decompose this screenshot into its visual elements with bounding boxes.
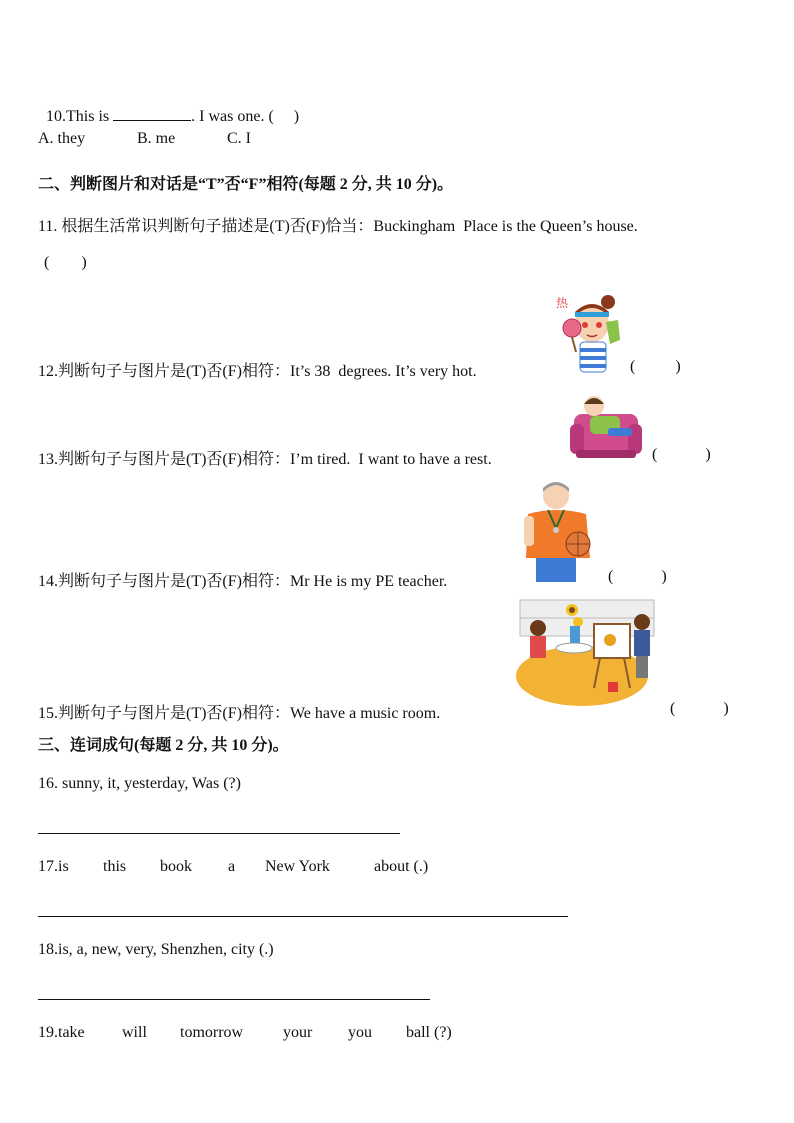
- pe-teacher-picture: [520, 478, 598, 584]
- q18-text: 18.is, a, new, very, Shenzhen, city (.): [38, 941, 274, 958]
- q15-answer-paren[interactable]: ( ): [670, 700, 729, 717]
- q17-word-5: New York: [265, 858, 330, 875]
- q10-option-c[interactable]: C. I: [227, 130, 251, 147]
- q11-text: 11. 根据生活常识判断句子描述是(T)否(F)恰当：Buckingham Place is the Queen’s house.: [38, 218, 638, 235]
- q10-paren-close: ): [293, 108, 300, 125]
- q10-stem: [38, 88, 299, 126]
- q18-answer-line[interactable]: [38, 999, 430, 1000]
- q10-stem-pre: 10.This is: [46, 108, 114, 125]
- q10-stem-post: . I was one. (: [191, 108, 274, 125]
- q19-word-2: will: [122, 1024, 147, 1041]
- q13-answer-paren[interactable]: ( ): [652, 446, 711, 463]
- q19-word-4: your: [283, 1024, 313, 1041]
- hair-bun: [601, 295, 615, 309]
- pe-teacher-illustration: [520, 478, 598, 584]
- q17-answer-line[interactable]: [38, 916, 568, 917]
- q14-answer-paren[interactable]: ( ): [608, 568, 667, 585]
- q17-word-6: about (.): [374, 858, 429, 875]
- girl-dress: [530, 636, 546, 658]
- q12-text: 12.判断句子与图片是(T)否(F)相符：It’s 38 degrees. It’s very hot.: [38, 363, 477, 380]
- q16-answer-line[interactable]: [38, 833, 400, 834]
- headband: [575, 312, 609, 317]
- q10-blank[interactable]: [113, 106, 191, 121]
- girl-head: [530, 620, 546, 636]
- q15-text: 15.判断句子与图片是(T)否(F)相符：We have a music room.: [38, 705, 441, 722]
- boy-painter-shirt: [634, 630, 650, 656]
- art-room-illustration: [514, 596, 664, 714]
- table: [556, 643, 592, 653]
- boy-painter-head: [634, 614, 650, 630]
- q10-option-a[interactable]: A. they: [38, 130, 86, 147]
- paint-bucket: [608, 682, 618, 692]
- hot-label: 热: [556, 296, 569, 310]
- q17-word-3: book: [160, 858, 192, 875]
- q11-answer-paren[interactable]: ( ): [44, 254, 87, 271]
- q19-word-5: you: [348, 1024, 372, 1041]
- hot-girl-illustration: [554, 292, 624, 374]
- q13-text: 13.判断句子与图片是(T)否(F)相符：I’m tired. I want to have a rest.: [38, 451, 492, 468]
- q10-option-b[interactable]: B. me: [137, 130, 176, 147]
- whistle: [553, 527, 559, 533]
- tired-boy-illustration: [568, 392, 644, 462]
- q17-word-1: 17.is: [38, 858, 69, 875]
- tired-armchair-picture: [568, 392, 644, 462]
- q14-text: 14.判断句子与图片是(T)否(F)相符：Mr He is my PE teacher.: [38, 573, 448, 590]
- q12-answer-paren[interactable]: ( ): [630, 358, 681, 375]
- q19-word-3: tomorrow: [180, 1024, 244, 1041]
- teacher-pants: [536, 558, 576, 582]
- q19-word-6: ball (?): [406, 1024, 452, 1041]
- section3-title: 三、连词成句(每题 2 分, 共 10 分)。: [38, 737, 289, 754]
- q17-word-4: a: [228, 858, 236, 875]
- q16-text: 16. sunny, it, yesterday, Was (?): [38, 775, 241, 792]
- towel: [606, 320, 620, 344]
- section2-title: 二、判断图片和对话是“T”否“F”相符(每题 2 分, 共 10 分)。: [38, 176, 454, 193]
- hot-girl-picture: [554, 292, 624, 374]
- q19-word-1: 19.take: [38, 1024, 85, 1041]
- hand-fan: [563, 319, 581, 337]
- q17-word-2: this: [103, 858, 127, 875]
- art-room-picture: [514, 596, 664, 714]
